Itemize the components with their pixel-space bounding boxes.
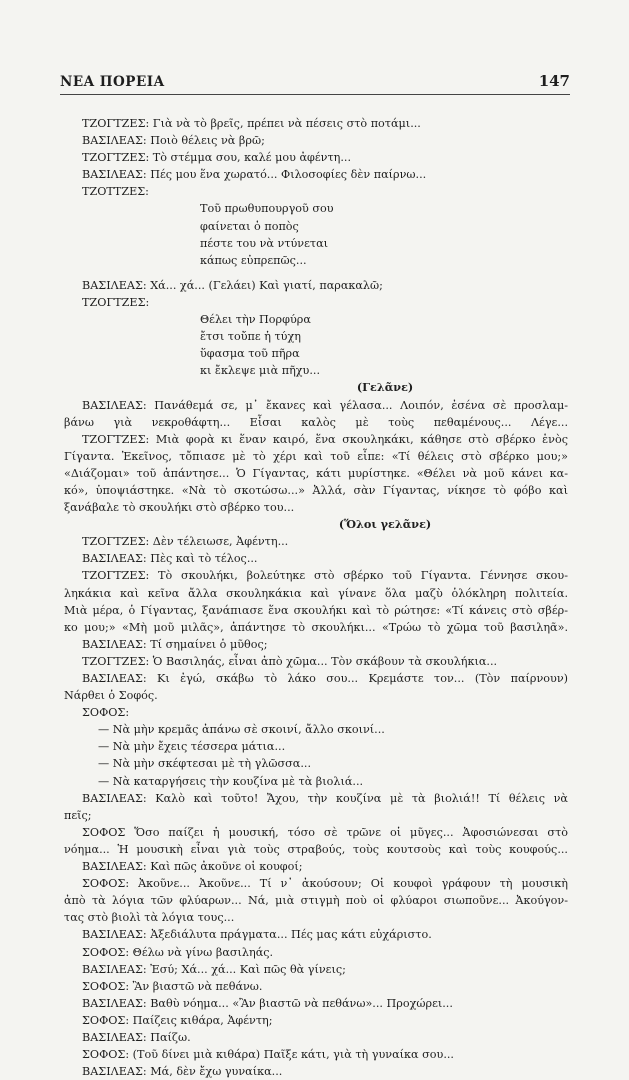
- header-rule: [60, 94, 570, 95]
- text-line: ΒΑΣΙΛΕΑΣ: Πές μου ἕνα χωρατό... Φιλοσοφίες δὲν παίρνω...: [82, 168, 427, 182]
- page-number: 147: [538, 72, 570, 90]
- text-line: ΣΟΦΟΣ Ὅσο παίζει ἡ μουσική, τόσο σὲ τρῶνε οἱ μῦγες... Ἀφοσιώνεσαι στὸ: [82, 825, 568, 839]
- text-line: ΒΑΣΙΛΕΑΣ: Ἐσύ; Χά... χά... Καὶ πῶς θὰ γίνεις;: [82, 962, 346, 976]
- text-line: ΒΑΣΙΛΕΑΣ: Καὶ πῶς ἀκοῦνε οἱ κουφοί;: [82, 860, 303, 874]
- text-line: κο μου;» «Μὴ μοῦ μιλᾶς», ἀπάντησε τὸ σκουλήκι... «Τρώω τὸ χῶμα τοῦ βασιληᾶ».: [64, 620, 568, 634]
- text-line: ΒΑΣΙΛΕΑΣ: Κι ἐγώ, σκάβω τὸ λάκο σου... Κρεμάστε τον... (Τὸν παίρνουν): [82, 672, 568, 685]
- text-line: ΤΖΟΓΤΖΕΣ: Τὸ σκουλήκι, βολεύτηκε στὸ σβέρκο τοῦ Γίγαντα. Γέννησε σκου-: [82, 569, 568, 583]
- text-line: ΣΟΦΟΣ: (Τοῦ δίνει μιὰ κιθάρα) Παῖξε κάτι, γιὰ τὴ γυναίκα σου...: [82, 1048, 454, 1062]
- text-line: ΒΑΣΙΛΕΑΣ: Ἀξεδιάλυτα πράγματα... Πές μας κάτι εὐχάριστο.: [82, 928, 432, 942]
- text-line: ΤΖΟΓΤΖΕΣ:: [82, 295, 150, 309]
- text-line: ΤΖΟΓΤΖΕΣ: Ὁ Βασιληάς, εἶναι ἀπὸ χῶμα... Τὸν σκάβουν τὰ σκουλήκια...: [82, 654, 498, 668]
- running-head: [60, 70, 570, 92]
- text-line: ΒΑΣΙΛΕΑΣ: Καλὸ καὶ τοῦτο! Ἄχου, τὴν κουζίνα μὲ τὰ βιολιά!! Τί θέλεις νὰ: [82, 791, 568, 805]
- text-line: ἔτσι τοὔπε ἡ τύχη: [200, 330, 301, 344]
- text-line: ΒΑΣΙΛΕΑΣ: Παίζω.: [82, 1030, 191, 1044]
- play-text: [60, 115, 570, 1080]
- text-line: ὕφασμα τοῦ πῆρα: [200, 347, 300, 361]
- text-line: ΣΟΦΟΣ: Ἀκοῦνε... Ἀκοῦνε... Τί ν᾿ ἀκούσουν; Οἱ κουφοὶ γράφουν τὴ μουσικὴ: [82, 877, 568, 891]
- text-line: ΒΑΣΙΛΕΑΣ: Ποιὸ θέλεις νὰ βρῶ;: [82, 134, 265, 148]
- text-line: ΤΖΟΓΤΖΕΣ: Τὸ στέμμα σου, καλέ μου ἀφέντη...: [82, 151, 352, 165]
- text-line: Γίγαντα. Ἐκεῖνος, τὄπιασε μὲ τὸ χέρι καὶ τοῦ εἶπε: «Τί θέλεις στὸ σβέρκο μου;»: [64, 449, 568, 463]
- line-gap: [60, 269, 570, 277]
- text-line: ΒΑΣΙΛΕΑΣ: Τί σημαίνει ὁ μῦθος;: [82, 637, 268, 651]
- text-line: ξανάβαλε τὸ σκουλήκι στὸ σβέρκο του...: [64, 501, 295, 515]
- text-line: νόημα... Ἡ μουσικὴ εἶναι γιὰ τοὺς στραβούς, τοὺς κουτσοὺς καὶ τοὺς κουφούς...: [64, 842, 568, 856]
- text-line: ΣΟΦΟΣ: Θέλω νὰ γίνω βασιληάς.: [82, 945, 274, 959]
- text-line: βάνω γιὰ νεκροθάφτη... Εἶσαι καλὸς μὲ τοὺς πεθαμένους... Λέγε...: [64, 415, 568, 429]
- text-line: Τοῦ πρωθυπουργοῦ σου: [200, 202, 334, 216]
- text-line: ΤΖΟΓΤΖΕΣ: Δὲν τέλειωσε, Ἀφέντη...: [82, 535, 289, 549]
- text-line: κάπως εὐπρεπῶς...: [200, 253, 307, 267]
- text-line: (Ὅλοι γελᾶνε): [338, 517, 432, 532]
- text-line: ΤΖΟΓΤΖΕΣ: Γιὰ νὰ τὸ βρεῖς, πρέπει νὰ πέσεις στὸ ποτάμι...: [82, 117, 421, 130]
- text-line: ΒΑΣΙΛΕΑΣ: Πανάθεμά σε, μ᾿ ἔκανες καὶ γέλασα... Λοιπόν, ἐσένα σὲ προσλαμ-: [82, 398, 568, 412]
- text-line: ΣΟΦΟΣ: Ἂν βιαστῶ νὰ πεθάνω.: [82, 979, 263, 993]
- text-line: Νάρθει ὁ Σοφός.: [64, 689, 158, 703]
- journal-title: ΝΕΑ ΠΟΡΕΙΑ: [60, 74, 165, 90]
- text-line: τας στὸ βιολὶ τὰ λόγια τους...: [64, 911, 235, 925]
- text-line: ΒΑΣΙΛΕΑΣ: Μά, δὲν ἔχω γυναίκα...: [82, 1065, 283, 1079]
- text-line: ΤΖΟΓΤΖΕΣ: Μιὰ φορὰ κι ἕναν καιρό, ἕνα σκουληκάκι, κάθησε στὸ σβέρκο ἑνὸς: [82, 432, 568, 446]
- text-line: κό», ὑποψιάστηκε. «Νὰ τὸ σκοτώσω...» Ἀλλά, σὰν Γίγαντας, νίκησε τὸ φόβο καὶ: [64, 483, 568, 497]
- text-line: κι ἔκλεψε μιὰ πῆχυ...: [200, 364, 321, 378]
- text-line: «Διάζομαι» τοῦ ἀπάντησε... Ὁ Γίγαντας, κάτι μυρίστηκε. «Θέλει νὰ μοῦ κάνει κα-: [64, 466, 568, 480]
- text-line: — Νὰ μὴν κρεμᾶς ἀπάνω σὲ σκοινί, ἄλλο σκοινί...: [98, 723, 385, 737]
- text-line: ἀπὸ τὰ λόγια τῶν φλύαρων... Νά, μιὰ στιγμὴ ποὺ οἱ φλύαροι σιωποῦνε... Ἀκούγον-: [64, 894, 568, 908]
- text-line: Μιὰ μέρα, ὁ Γίγαντας, ξανάπιασε ἕνα σκουλήκι καὶ τὸ ρώτησε: «Τί κάνεις στὸ σβέρ-: [64, 603, 568, 617]
- text-line: Θέλει τὴν Πορφύρα: [200, 313, 311, 327]
- text-line: — Νὰ μὴν ἔχεις τέσσερα μάτια...: [98, 740, 286, 754]
- text-line: φαίνεται ὁ ποπὸς: [200, 219, 299, 233]
- text-line: — Νὰ καταργήσεις τὴν κουζίνα μὲ τὰ βιολιά...: [98, 774, 364, 788]
- text-line: πεῖς;: [64, 808, 92, 822]
- text-line: ΤΖΟΤΤΖΕΣ:: [82, 185, 149, 199]
- text-line: (Γελᾶνε): [356, 380, 414, 395]
- text-line: ΣΟΦΟΣ:: [82, 706, 130, 720]
- text-line: ΒΑΣΙΛΕΑΣ: Βαθὺ νόημα... «Ἂν βιαστῶ νὰ πεθάνω»... Προχώρει...: [82, 996, 453, 1010]
- text-line: ΣΟΦΟΣ: Παίζεις κιθάρα, Ἀφέντη;: [82, 1013, 273, 1027]
- text-line: — Νὰ μὴν σκέφτεσαι μὲ τὴ γλῶσσα...: [98, 757, 312, 771]
- text-line: ληκάκια καὶ κεῖνα ἄλλα σκουληκάκια καὶ γίνανε ὅλα μαζὺ ὁλόκληρη πολιτεία.: [64, 586, 568, 600]
- text-line: ΒΑΣΙΛΕΑΣ: Πὲς καὶ τὸ τέλος...: [82, 552, 258, 566]
- text-line: ΒΑΣΙΛΕΑΣ: Χά... χά... (Γελάει) Καὶ γιατί, παρακαλῶ;: [82, 278, 383, 292]
- text-line: πέστε του νὰ ντύνεται: [200, 236, 329, 250]
